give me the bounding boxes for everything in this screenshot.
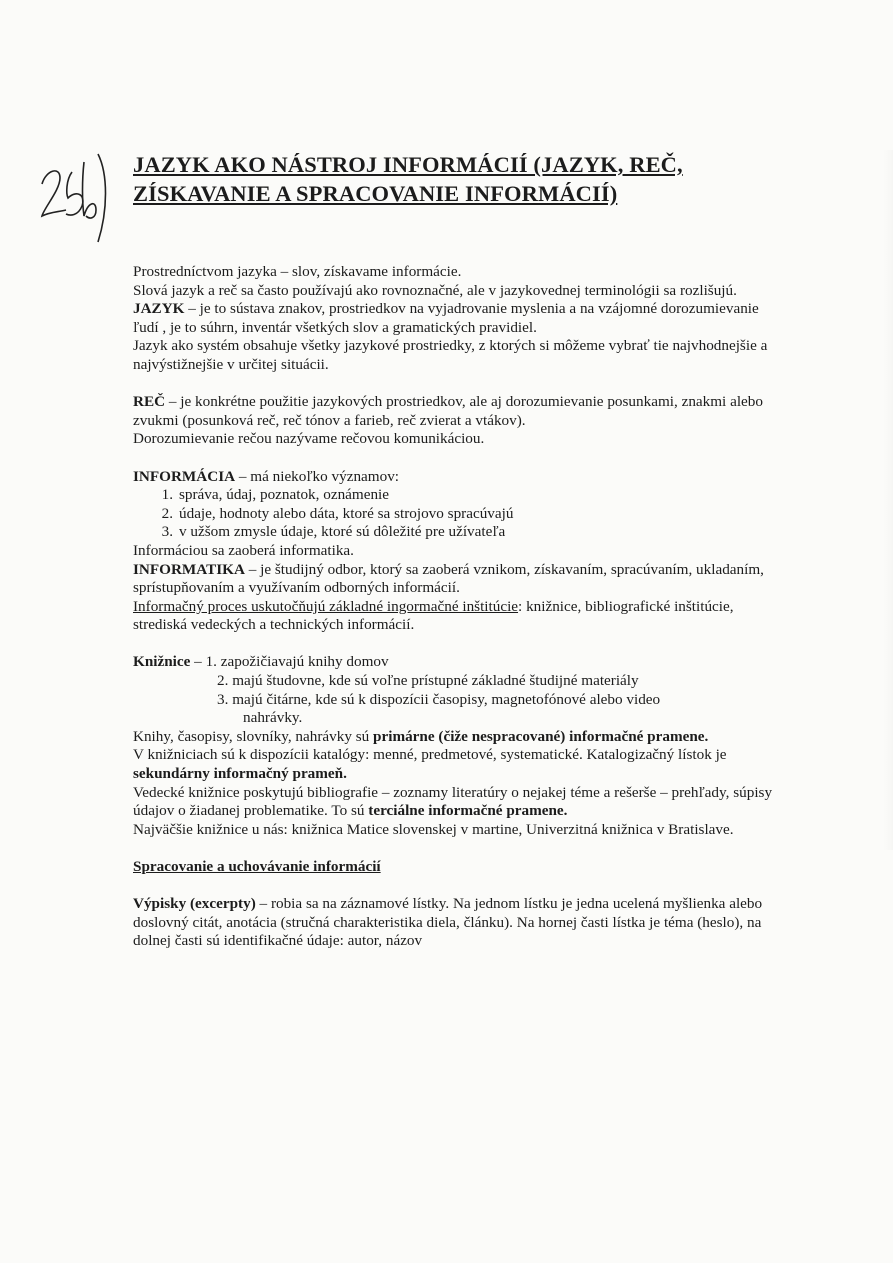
document-body bbox=[133, 263, 773, 951]
list-item bbox=[153, 523, 773, 542]
paragraph bbox=[133, 598, 773, 635]
term-vypisky: Výpisky (excerpty) bbox=[133, 895, 256, 913]
term-informacia: INFORMÁCIA bbox=[133, 467, 236, 485]
bold-phrase: sekundárny informačný prameň. bbox=[133, 765, 347, 783]
handwritten-mark bbox=[38, 150, 108, 245]
underlined-phrase: Informačný proces uskutočňujú základné ingormačné inštitúcie bbox=[133, 597, 519, 615]
list-text: – 1. zapožičiavajú knihy domov bbox=[190, 653, 389, 671]
kniznice-item-cont: nahrávky. bbox=[243, 709, 303, 727]
paragraph bbox=[133, 895, 773, 951]
paragraph-text: Knihy, časopisy, slovníky, nahrávky sú bbox=[133, 727, 374, 745]
definition-informacia bbox=[133, 468, 773, 487]
kniznice-item bbox=[133, 653, 773, 672]
bold-phrase: primárne (čiže nespracované) informačné pramene. bbox=[373, 727, 709, 745]
paragraph: Najväčšie knižnice u nás: knižnica Matice slovenskej v martine, Univerzitná knižnica v Bratislave. bbox=[133, 820, 734, 838]
kniznice-item: 2. majú študovne, kde sú voľne prístupné základné študijné materiály bbox=[217, 672, 639, 690]
list-item bbox=[153, 505, 773, 524]
definition-text: – je konkrétne použitie jazykových prostriedkov, ale aj dorozumievanie posunkami, znakmi alebo zvukmi (posunková reč, reč tónov a farieb, reč zvierat a vtákov). bbox=[133, 393, 763, 429]
list-text: údaje, hodnoty alebo dáta, ktoré sa strojovo spracúvajú bbox=[179, 504, 514, 522]
paragraph: Dorozumievanie rečou nazývame rečovou komunikáciou. bbox=[133, 430, 485, 448]
term-informatika: INFORMATIKA bbox=[133, 560, 245, 578]
bold-phrase: terciálne informačné pramene. bbox=[368, 802, 568, 820]
page-shadow bbox=[883, 150, 893, 850]
list-text: v užšom zmysle údaje, ktoré sú dôležité pre užívateľa bbox=[179, 523, 506, 541]
paragraph-text: : knižnice, bibliografické inštitúcie, strediská vedeckých a technických informácií. bbox=[133, 597, 734, 634]
page-title: JAZYK AKO NÁSTROJ INFORMÁCIÍ (JAZYK, REČ, ZÍSKAVANIE A SPRACOVANIE INFORMÁCIÍ) bbox=[133, 152, 683, 206]
paragraph bbox=[133, 746, 773, 783]
paragraph: Slová jazyk a reč sa často používajú ako rovnoznačné, ale v jazykovednej terminológii sa rozlišujú. bbox=[133, 281, 737, 299]
term-rec: REČ bbox=[133, 393, 166, 411]
list-text: správa, údaj, poznatok, oznámenie bbox=[179, 486, 390, 504]
definition-text: – je študijný odbor, ktorý sa zaoberá vznikom, získavaním, spracúvaním, ukladaním, sprístupňovaním a využívaním odborných informácií. bbox=[133, 560, 764, 597]
list-number: 3. bbox=[161, 523, 173, 541]
list-number: 1. bbox=[161, 486, 173, 504]
paragraph bbox=[133, 728, 773, 747]
definition-jazyk bbox=[133, 300, 773, 337]
list-number: 2. bbox=[161, 504, 173, 522]
definition-text: – je to sústava znakov, prostriedkov na vyjadrovanie myslenia a na vzájomné dorozumievanie ľudí , je to súhrn, inventár všetkých slov a gramatických pravidiel. bbox=[133, 300, 759, 336]
term-kniznice: Knižnice bbox=[133, 653, 191, 671]
term-jazyk: JAZYK bbox=[133, 300, 185, 318]
kniznice-item: 3. majú čitárne, kde sú k dispozícii časopisy, magnetofónové alebo video bbox=[217, 690, 661, 708]
meanings-list bbox=[133, 486, 773, 542]
section-heading: Spracovanie a uchovávanie informácií bbox=[133, 858, 381, 875]
definition-informatika bbox=[133, 561, 773, 598]
list-item bbox=[153, 486, 773, 505]
paragraph-text: V knižniciach sú k dispozícii katalógy: menné, predmetové, systematické. Katalogizačný lístok je bbox=[133, 746, 727, 764]
definition-text: – má niekoľko významov: bbox=[235, 467, 400, 485]
paragraph: Jazyk ako systém obsahuje všetky jazykové prostriedky, z ktorých si môžeme vybrať tie najvhodnejšie a najvýstižnejšie v určitej situácii. bbox=[133, 337, 768, 373]
paragraph-text: Vedecké knižnice poskytujú bibliografie – zoznamy literatúry o nejakej téme a rešerše – prehľady, súpisy údajov o žiadanej problematike. To sú bbox=[133, 783, 773, 820]
paragraph: Prostredníctvom jazyka – slov, získavame informácie. bbox=[133, 263, 462, 280]
paragraph-text: – robia sa na záznamové lístky. Na jednom lístku je jedna ucelená myšlienka alebo doslovný citát, anotácia (stručná charakteristika diela, článku). Na hornej časti lístka je téma (heslo), na dolnej časti sú identifikačné údaje: autor, názov bbox=[133, 895, 763, 950]
definition-rec bbox=[133, 393, 773, 430]
paragraph bbox=[133, 784, 773, 821]
paragraph: Informáciou sa zaoberá informatika. bbox=[133, 541, 354, 559]
